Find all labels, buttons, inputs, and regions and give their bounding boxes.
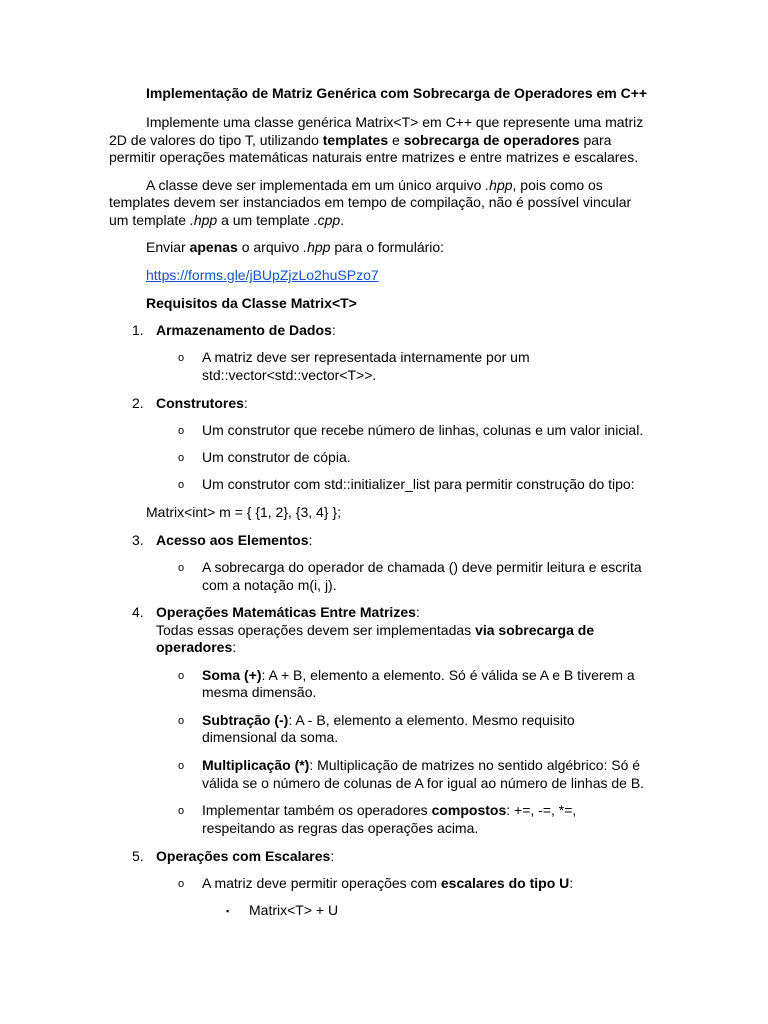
section-2-bullet-3: Um construtor com std::initializer_list para permitir construção do tipo: (202, 476, 635, 492)
section-4-bullet-3-line-1: Multiplicação (*): Multiplicação de matrizes no sentido algébrico: Só é (202, 757, 641, 773)
section-4-bullet-1-line-2: mesma dimensão. (202, 684, 317, 700)
section-3-bullet-1-line-1: A sobrecarga do operador de chamada () deve permitir leitura e escrita (202, 559, 642, 575)
section-4-bullet-2-line-2: dimensional da soma. (202, 729, 339, 745)
bullet-icon: o (178, 562, 185, 574)
intro-paragraph-2-line-1: A classe deve ser implementada em um único arquivo .hpp, pois como os (146, 177, 603, 193)
section-1-bullet-1-line-2: std::vector<std::vector<T>>. (202, 367, 377, 383)
section-4-description-line-1: Todas essas operações devem ser implementadas via sobrecarga de (156, 622, 595, 638)
section-1-title: Armazenamento de Dados: (156, 322, 336, 338)
document-title: Implementação de Matriz Genérica com Sobrecarga de Operadores em C++ (146, 85, 648, 101)
section-1-number: 1. (132, 322, 144, 338)
bullet-icon: o (178, 878, 185, 890)
form-link[interactable]: https://forms.gle/jBUpZjzLo2huSPzo7 (146, 267, 379, 283)
intro-paragraph-1-line-2: 2D de valores do tipo T, utilizando templates e sobrecarga de operadores para (109, 132, 612, 148)
intro-paragraph-2-line-3: um template .hpp a um template .cpp. (109, 212, 345, 228)
section-4-bullet-3-line-2: válida se o número de colunas de A for igual ao número de linhas de B. (202, 775, 645, 791)
submit-instruction: Enviar apenas o arquivo .hpp para o formulário: (146, 239, 445, 255)
intro-paragraph-2-line-2: templates devem ser instanciados em tempo de compilação, não é possível vincular (109, 194, 632, 210)
section-2-bullet-1: Um construtor que recebe número de linhas, colunas e um valor inicial. (202, 422, 644, 438)
section-4-bullet-4-line-2: respeitando as regras das operações acima. (202, 820, 479, 836)
form-link-row (146, 266, 379, 284)
intro-paragraph-1-line-1: Implemente uma classe genérica Matrix<T> em C++ que represente uma matriz (146, 114, 644, 130)
section-4-bullet-2-line-1: Subtração (-): A - B, elemento a elemento. Mesmo requisito (202, 712, 575, 728)
section-2-title: Construtores: (156, 395, 248, 411)
section-3-title: Acesso aos Elementos: (156, 532, 313, 548)
bullet-icon: o (178, 715, 185, 727)
bullet-icon: o (178, 760, 185, 772)
section-3-bullet-1-line-2: com a notação m(i, j). (202, 577, 337, 593)
bullet-icon: o (178, 452, 185, 464)
section-2-bullet-2: Um construtor de cópia. (202, 449, 351, 465)
bullet-icon: o (178, 479, 185, 491)
section-4-description-line-2: operadores: (156, 639, 237, 655)
bullet-icon: o (178, 425, 185, 437)
section-5-number: 5. (132, 848, 144, 864)
section-5-bullet-1: A matriz deve permitir operações com escalares do tipo U: (202, 875, 574, 891)
section-4-bullet-1-line-1: Soma (+): A + B, elemento a elemento. Só é válida se A e B tiverem a (202, 667, 635, 683)
requirements-heading: Requisitos da Classe Matrix<T> (146, 295, 357, 311)
section-4-bullet-4-line-1: Implementar também os operadores compostos: +=, -=, *=, (202, 802, 577, 818)
bullet-icon: o (178, 352, 185, 364)
section-3-number: 3. (132, 532, 144, 548)
bullet-icon: o (178, 670, 185, 682)
section-2-number: 2. (132, 395, 144, 411)
bullet-icon: o (178, 805, 185, 817)
section-2-code-example: Matrix<int> m = { {1, 2}, {3, 4} }; (146, 504, 341, 520)
square-bullet-icon: ▪ (226, 906, 230, 916)
section-4-title: Operações Matemáticas Entre Matrizes: (156, 604, 420, 620)
section-4-number: 4. (132, 604, 144, 620)
section-5-sub-bullet-1: Matrix<T> + U (249, 902, 339, 918)
section-5-title: Operações com Escalares: (156, 848, 335, 864)
section-1-bullet-1-line-1: A matriz deve ser representada internamente por um (202, 349, 530, 365)
intro-paragraph-1-line-3: permitir operações matemáticas naturais entre matrizes e entre matrizes e escalares. (109, 149, 639, 165)
